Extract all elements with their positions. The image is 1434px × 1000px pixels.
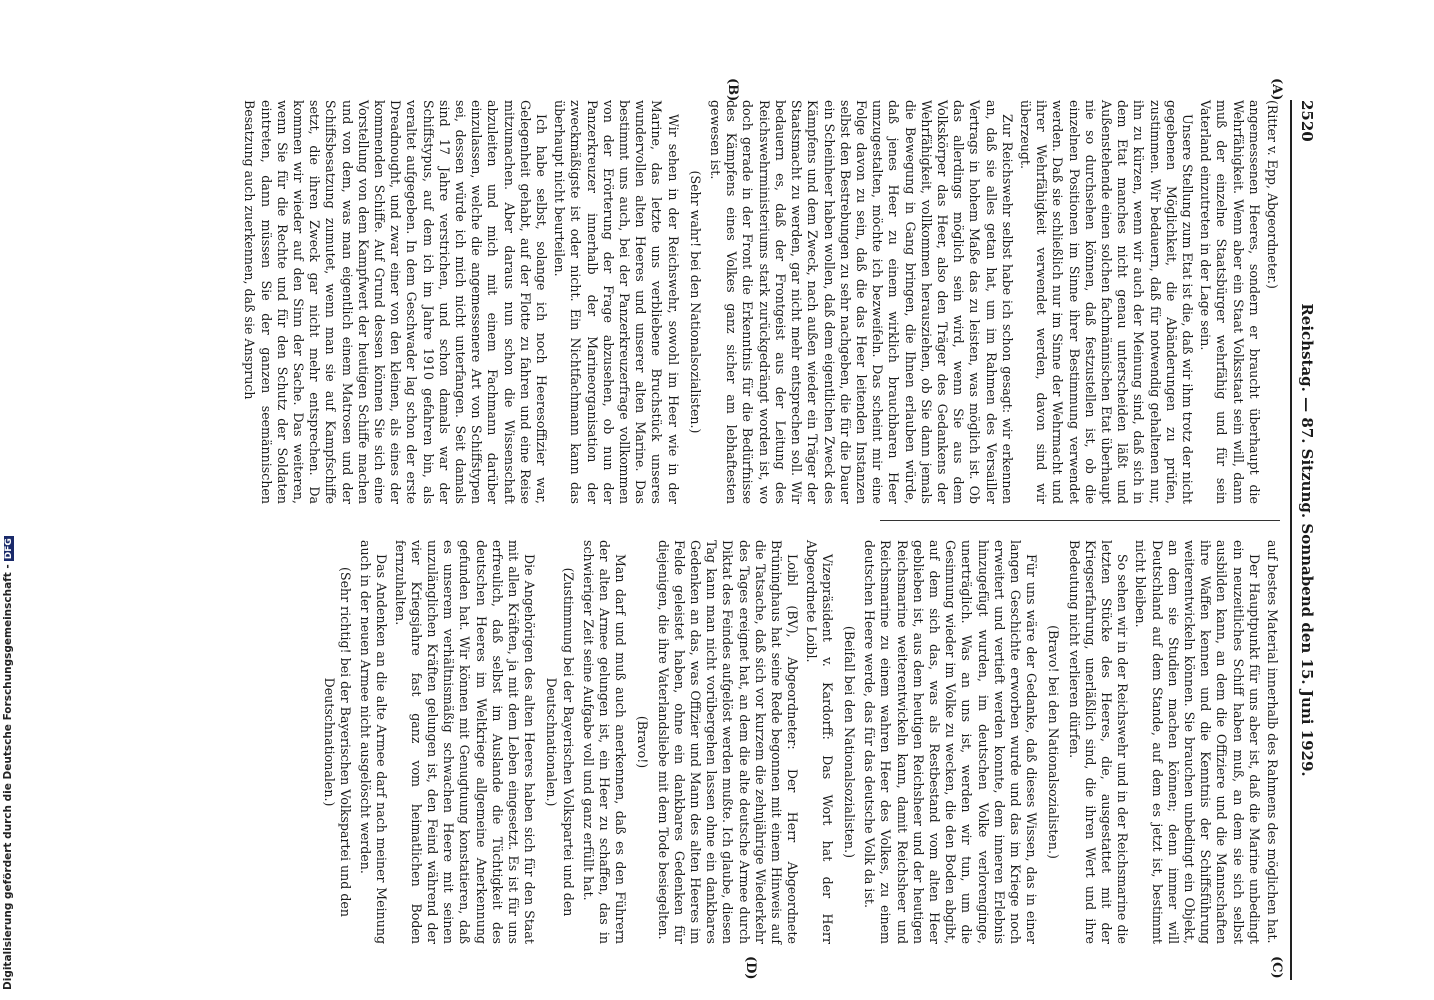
paragraph: Die Angehörigen des alten Heeres haben sich für den Staat mit allen Kräften, ja mit dem Leben eingesetzt. Es ist für uns erfreulich, daß selbst im Auslande die Tüchtigkeit des deutschen Heeres im Weltkriege allgemeine Anerkennung gefunden hat. Wir können mit Genugtuung konstatieren, daß es unserem verhältnismäßig schwachen Heere mit seinen unzulänglichen Kräften gelungen ist, den Feind während der vier Kriegsjahre fast ganz vom heimatlichen Boden fernzuhalten.	[392, 540, 538, 944]
paragraph: Wir sehen in der Reichswehr, sowohl im Heer wie in der Marine, das letzte uns verbliebene Bruchstück unseres wundervollen alten Heeres und unserer alten Marine. Das bestimmt uns auch, bei der Panzerkreuzerfrage vollkommen von der Erörterung der Frage abzusehen, ob nun der Panzerkreuzer innerhalb der Marineorganisation der zweckmäßigste ist oder nicht. Ein Nichtfachmann kann das überhaupt nicht beurteilen.	[552, 100, 681, 504]
interjection: (Bravo! bei den Nationalsozialisten.)	[1046, 625, 1062, 859]
page-number: 2520	[1298, 100, 1316, 142]
page-title: Reichstag. — 87. Sitzung. Sonnabend den 15. Juni 1929.	[1298, 303, 1316, 777]
footer-text: Digitalisierung gefördert durch die Deutsche Forschungsgemeinschaft -	[2, 564, 14, 990]
header-rule	[1290, 100, 1292, 980]
paragraph: Der Hauptpunkt für uns aber ist, daß die Marine unbedingt ein neuzeitliches Schiff haben muß, an dem sie sich selbst ausbilden kann, an dem die Offiziere und die Mannschaften ihre Waffen kennen und die Kenntnis der Schiffsführung weiterentwickeln können. Sie brauchen unbedingt ein Objekt, an dem sie Studien machen können; denn immer will Deutschland auf dem Stande, auf dem es jetzt ist, bestimmt nicht bleiben.	[1133, 540, 1262, 944]
paragraph: Unsere Stellung zum Etat ist die, daß wir ihm trotz der nicht gegebenen Möglichkeit, die Abänderungen zu prüfen, zustimmen. Wir bedauern, daß für notwendig gehaltenen nur, ihn zu kürzen, wenn wir auch der Meinung sind, daß sich in dem Etat manches nicht genau unterscheiden läßt und Außenstehende einen solchen fachmännischen Etat überhaupt nie so durchsehen können, daß festzustellen ist, ob die einzelnen Positionen im Sinne ihrer Bestimmung verwendet werden. Daß sie schließlich nur im Sinne der Wehrmacht und ihrer Wehrfähigkeit verwendet werden, davon sind wir überzeugt.	[1017, 100, 1195, 504]
column-divider	[880, 520, 1280, 521]
digitization-footer	[2, 0, 16, 990]
paragraph: Vizepräsident v. Kardorff: Das Wort hat der Herr Abgeordnete Loibl.	[803, 540, 835, 944]
dfg-logo: DFG	[4, 538, 14, 560]
paragraph: angemessenen Heeres, sondern er braucht überhaupt die Wehrfähigkeit. Wenn aber ein Staat Volksstaat sein will, dann muß der einzelne Staatsbürger wehrfähig und für sein Vaterland einzutreten in der Lage sein.	[1198, 100, 1262, 504]
speaker-header: (Ritter v. Epp, Abgeordneter.)	[1265, 100, 1280, 289]
margin-mark-c: (C)	[1269, 956, 1284, 979]
interjection: (Bravo!)	[635, 715, 651, 769]
paragraph: So sehen wir in der Reichswehr und in der Reichsmarine die letzten Stücke des Heeres, die, ausgestattet mit der Kriegserfahrung, unerläßlich sind, die ihren Wert und ihre Bedeutung nicht verlieren dürfen.	[1066, 540, 1131, 944]
paragraph: Man darf und muß auch anerkennen, daß es den Führern der alten Armee gelungen ist, ein Heer zu schaffen, das in schwieriger Zeit seine Aufgabe voll und ganz erfüllt hat.	[580, 540, 629, 944]
margin-mark-b: (B)	[725, 78, 740, 102]
paragraph: Für uns wäre der Gedanke, daß dieses Wissen, das in einer langen Geschichte erworben wurde und das im Kriege noch erweitert und vertieft werden konnte, dem inneren Erlebnis hinzugefügt wurden, im deutschen Volke verlorenginge, unerträglich. Was an uns ist, werden wir tun, um die Gesinnung wieder im Volke zu wecken, die den Boden abgibt, auf dem sich das, was als Restbestand vom alten Heer geblieben ist, aus dem heutigen Reichsheer und der heutigen Reichsmarine weiterentwickeln kann, damit Reichsheer und Reichsmarine zu einem wahren Heer des Volkes, zu einem deutschen Heere werde, das für das deutsche Volk da ist.	[862, 540, 1040, 944]
margin-mark-a: (A)	[1269, 78, 1284, 101]
paragraph: Loibl (BV), Abgeordneter: Der Herr Abgeordnete Brüninghaus hat seine Rede begonnen mit einem Hinweis auf die Tatsache, daß sich vor kurzem die zehnjährige Wiederkehr des Tages ereignet hat, an dem die alte deutsche Armee durch Diktat des Feindes aufgelöst werden mußte. Ich glaube, diesen Tag kann man nicht vorübergehen lassen ohne ein dankbares Gedenken an das, was Offizier und Mann des alten Heeres im Felde geleistet haben, ohne ein dankbares Gedenken für diejenigen, die ihre Vaterlandsliebe mit dem Tode besiegelten.	[655, 540, 801, 944]
paragraph: Ich habe selbst, solange ich noch Heeresoffizier war, Gelegenheit gehabt, auf der Flotte zu fahren und eine Reise mitzumachen. Aber daraus nun schon die Wissenschaft abzuleiten und mich mit einem Fachmann darüber einzulassen, welche die angemessenere Art von Schiffstypen sei, dessen würde ich mich nicht unterfangen. Seit damals sind 17 Jahre verstrichen, und schon damals war der Schiffstypus, auf dem ich im Jahre 1910 gefahren bin, als veraltet aufgegeben. In dem Geschwader lag schon der erste Dreadnought, und zwar einer von den kleinen, als eines der kommenden Schiffe. Auf Grund dessen können Sie sich eine Vorstellung von dem Kampfwert der heutigen Schiffe machen und von dem, was man eigentlich einem Matrosen und der Schiffsbesatzung zumutet, wenn man sie auf Kampfschiffe setzt, die ihren Zweck gar nicht mehr entsprechen. Da kommen wir wieder auf den Sinn der Sache. Das weiteren, wenn Sie für die Rechte und für den Schutz der Soldaten eintreten, dann müssen Sie der ganzen seemännischen Besatzung auch zuerkennen, daß sie Anspruch	[242, 100, 550, 504]
interjection: (Sehr wahr! bei den Nationalsozialisten.)	[687, 170, 703, 434]
page-header	[1294, 100, 1318, 980]
right-column	[321, 540, 1280, 944]
interjection: (Beifall bei den Nationalsozialisten.)	[841, 625, 857, 859]
margin-mark-d: (D)	[743, 956, 758, 980]
interjection: (Sehr richtig! bei der Bayerischen Volkspartei und den Deutschnationalen.)	[321, 567, 354, 917]
left-column	[118, 100, 1280, 504]
paragraph: Zur Reichswehr selbst habe ich schon gesagt: wir erkennen an, daß sie alles getan hat, um im Rahmen des Versailler Vertrags in hohem Maße das zu leisten, was möglich ist. Ob das allerdings möglich sein wird, wenn Sie aus dem Volkskörper das Heer, also den Träger des Gedankens der Wehrfähigkeit, vollkommen herausziehen, ob Sie dann jemals die Bewegung in Gang bringen, die Ihnen erlauben würde, daß jenes Heer zu einem wirklich brauchbaren Heer umzugestalten, möchte ich bezweifeln. Das scheint mir eine Folge davon zu sein, daß die das Heer leitenden Instanzen selbst den Bestrebungen zu sehr nachgeben, die für die Dauer ein Scheinheer haben wollen, daß dem eigentlichen Zweck des Kämpfens und dem Zweck, nach außen wieder ein Träger der Staatsmacht zu werden, gar nicht mehr entsprechen soll. Wir bedauern es, daß der Frontgeist aus der Leitung des Reichswehrministeriums stark zurückgedrängt worden ist, wo doch gerade in der Front die Erkenntnis für die Bedürfnisse des Kämpfens eines Volkes ganz sicher am lebhaftesten gewesen ist.	[708, 100, 1015, 504]
paragraph: auf bestes Material innerhalb des Rahmens des möglichen hat.	[1265, 540, 1280, 944]
paragraph: Das Andenken an die alte Armee darf nach meiner Meinung auch in der neuen Armee nicht ausgelöscht werden.	[358, 540, 390, 944]
rotated-page	[108, 78, 1318, 980]
interjection: (Zustimmung bei der Bayerischen Volkspartei und den Deutschnationalen.)	[544, 567, 576, 917]
